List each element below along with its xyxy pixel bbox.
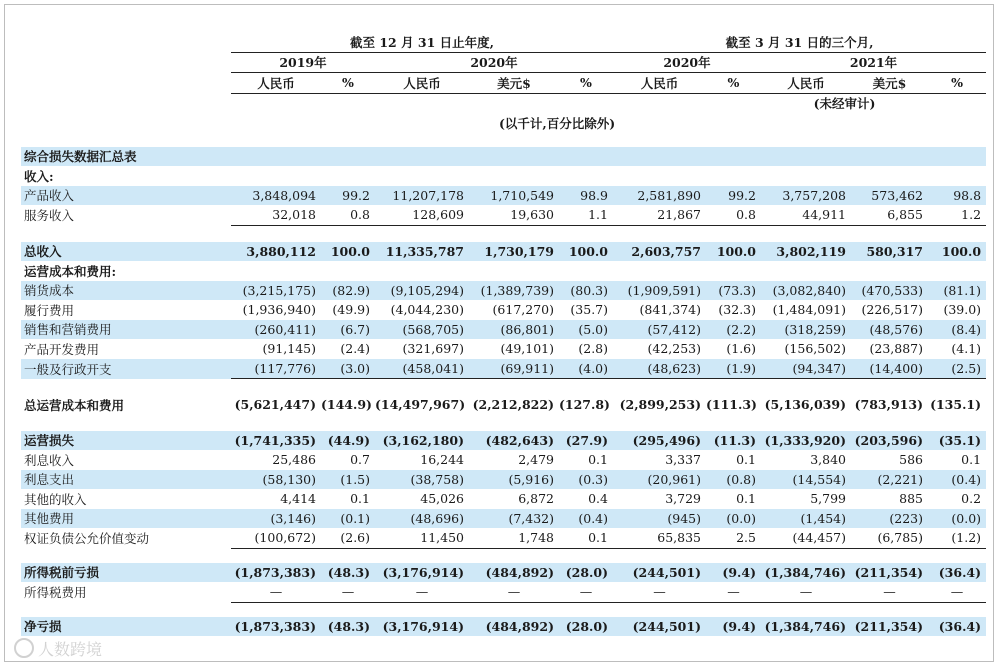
cell-value: (0.4) xyxy=(928,470,986,490)
cell-value: (8.4) xyxy=(928,320,986,340)
cell-value: — xyxy=(469,582,559,602)
table-row xyxy=(21,281,986,301)
row-label: 净亏损 xyxy=(21,617,231,637)
cell-value: 100.0 xyxy=(321,242,375,262)
cell-value: (2.5) xyxy=(928,359,986,379)
cell-value: (3,146) xyxy=(231,509,321,529)
cell-value: 0.4 xyxy=(588,491,608,507)
cell-value: (9,105,294) xyxy=(375,281,469,301)
revenue-heading: 收入: xyxy=(24,168,54,184)
cell-value: (1,389,739) xyxy=(469,281,559,301)
table-row xyxy=(21,617,986,637)
table-row xyxy=(21,582,986,602)
cell-value: (841,374) xyxy=(639,302,701,318)
cell-value: (1.6) xyxy=(726,341,756,357)
cell-value: (9.4) xyxy=(706,563,761,583)
cell-value: (69,911) xyxy=(469,359,559,379)
unaudited-note: (未经审计) xyxy=(813,96,876,112)
cell-value: (80.3) xyxy=(559,281,613,301)
cell-value: 16,244 xyxy=(420,452,464,468)
summary-title: 综合损失数据汇总表 xyxy=(21,147,986,167)
cell-value: 0.8 xyxy=(321,205,375,225)
cell-value: (100,672) xyxy=(231,528,321,548)
cell-value: (3,162,180) xyxy=(375,431,469,451)
cell-value: (28.0) xyxy=(559,563,613,583)
cell-value: (48,623) xyxy=(613,359,706,379)
table-row xyxy=(21,320,986,340)
cell-value: (1,333,920) xyxy=(761,431,851,451)
cell-value: (35.7) xyxy=(570,302,608,318)
cell-value: (49.9) xyxy=(332,302,370,318)
cell-value: 6,872 xyxy=(518,491,554,507)
cell-value: (14,554) xyxy=(761,470,851,490)
cell-value: 0.1 xyxy=(961,452,982,468)
cell-value: (20,961) xyxy=(613,470,706,490)
cell-value: (1,909,591) xyxy=(613,281,706,301)
cell-value: (3,176,914) xyxy=(375,617,469,637)
row-label: 利息收入 xyxy=(24,452,75,468)
cell-value: (2.8) xyxy=(578,341,608,357)
cell-value: (1,936,940) xyxy=(242,302,316,318)
cell-value: 100.0 xyxy=(928,242,986,262)
cell-value: 2,581,890 xyxy=(613,186,706,206)
cell-value: (482,643) xyxy=(469,431,559,451)
row-label: 运营损失 xyxy=(21,431,231,451)
cell-value: 0.8 xyxy=(706,205,761,225)
cell-value: 3,840 xyxy=(810,452,846,468)
cell-value: 0.2 xyxy=(961,491,982,507)
cell-value: 2,603,757 xyxy=(613,242,706,262)
row-label: 销货成本 xyxy=(21,281,231,301)
cell-value: 885 xyxy=(899,491,923,507)
cell-value: 3,729 xyxy=(665,491,701,507)
cell-value: (3,082,840) xyxy=(761,281,851,301)
cell-value: — xyxy=(761,582,851,602)
cell-value: — xyxy=(559,582,613,602)
cell-value: (0.0) xyxy=(706,509,761,529)
cell-value: 573,462 xyxy=(851,186,928,206)
col-pct: % xyxy=(321,73,375,94)
cell-value: 1.2 xyxy=(928,205,986,225)
unit-note: (以千计,百分比除外) xyxy=(499,115,616,131)
cell-value: — xyxy=(706,582,761,602)
cell-value: (28.0) xyxy=(559,617,613,637)
cell-value: (5,621,447) xyxy=(234,397,316,413)
col-pct: % xyxy=(706,73,761,94)
cell-value: 21,867 xyxy=(613,205,706,225)
year-2021-q: 2021年 xyxy=(761,52,986,73)
cell-value: (3,215,175) xyxy=(231,281,321,301)
cell-value: 11,335,787 xyxy=(375,242,469,262)
table-row xyxy=(21,470,986,490)
cell-value: (11.3) xyxy=(706,431,761,451)
cell-value: (58,130) xyxy=(231,470,321,490)
cell-value: (57,412) xyxy=(613,320,706,340)
row-label: 总收入 xyxy=(21,242,231,262)
cell-value: 3,757,208 xyxy=(761,186,851,206)
cell-value: 0.1 xyxy=(350,491,370,507)
cell-value: 0.1 xyxy=(736,452,756,468)
cell-value: (39.0) xyxy=(943,302,982,318)
cell-value: (3.0) xyxy=(321,359,375,379)
cell-value: 32,018 xyxy=(231,205,321,225)
cell-value: 0.1 xyxy=(588,452,608,468)
table-row xyxy=(21,450,986,470)
cell-value: (127.8) xyxy=(559,397,610,413)
cell-value: (4,044,230) xyxy=(390,302,464,318)
cell-value: (1,741,335) xyxy=(231,431,321,451)
cell-value: 3,337 xyxy=(665,452,701,468)
cell-value: 45,026 xyxy=(420,491,464,507)
table-row xyxy=(21,431,986,451)
cell-value: (44,457) xyxy=(761,528,851,548)
cell-value: (617,270) xyxy=(492,302,554,318)
cell-value: 11,450 xyxy=(375,528,469,548)
col-rmb: 人民币 xyxy=(613,73,706,94)
cell-value: (2,221) xyxy=(851,470,928,490)
cell-value: 98.9 xyxy=(559,186,613,206)
cell-value: (484,892) xyxy=(469,563,559,583)
cell-value: (27.9) xyxy=(559,431,613,451)
table-row xyxy=(21,300,986,320)
row-label: 产品开发费用 xyxy=(24,341,100,357)
cell-value: 99.2 xyxy=(321,186,375,206)
cell-value: 99.2 xyxy=(706,186,761,206)
cell-value: (484,892) xyxy=(469,617,559,637)
cell-value: (14,400) xyxy=(851,359,928,379)
cell-value: (4.0) xyxy=(559,359,613,379)
cell-value: (144.9) xyxy=(321,397,372,413)
cell-value: (48.3) xyxy=(321,563,375,583)
cell-value: (203,596) xyxy=(851,431,928,451)
cell-value: 44,911 xyxy=(761,205,851,225)
cell-value: (211,354) xyxy=(851,617,928,637)
cell-value: (6,785) xyxy=(851,528,928,548)
col-rmb: 人民币 xyxy=(231,73,321,94)
cell-value: (36.4) xyxy=(928,617,986,637)
row-label: 所得税费用 xyxy=(24,585,87,600)
quarter-heading: 截至 3 月 31 日的三个月, xyxy=(613,32,986,52)
cell-value: (783,913) xyxy=(854,397,923,413)
row-label: 销售和营销费用 xyxy=(21,320,231,340)
cell-value: (1,873,383) xyxy=(231,617,321,637)
cell-value: (1.2) xyxy=(928,528,986,548)
year-2020: 2020年 xyxy=(375,52,613,73)
cell-value: (38,758) xyxy=(375,470,469,490)
cell-value: (0.4) xyxy=(559,509,613,529)
cell-value: (35.1) xyxy=(928,431,986,451)
cell-value: 5,799 xyxy=(810,491,846,507)
cell-value: (0.3) xyxy=(559,470,613,490)
cell-value: 3,802,119 xyxy=(761,242,851,262)
cell-value: (0.8) xyxy=(706,470,761,490)
cell-value: 1,730,179 xyxy=(469,242,559,262)
row-label: 权证负债公允价值变动 xyxy=(24,531,150,546)
cell-value: (23,887) xyxy=(869,341,923,357)
cell-value: 1,748 xyxy=(469,528,559,548)
cell-value: (260,411) xyxy=(231,320,321,340)
table-row xyxy=(21,563,986,583)
cell-value: (226,517) xyxy=(861,302,923,318)
cell-value: (4.1) xyxy=(951,341,982,357)
cell-value: 580,317 xyxy=(851,242,928,262)
cell-value: (5,136,039) xyxy=(764,397,846,413)
cell-value: — xyxy=(231,582,321,602)
cell-value: 100.0 xyxy=(706,242,761,262)
cell-value: (42,253) xyxy=(647,341,701,357)
col-rmb: 人民币 xyxy=(375,73,469,94)
cell-value: (48,576) xyxy=(851,320,928,340)
financial-summary-table xyxy=(21,32,986,636)
row-label: 服务收入 xyxy=(24,208,75,223)
cell-value: 98.8 xyxy=(928,186,986,206)
row-label: 履行费用 xyxy=(24,302,75,318)
cell-value: (73.3) xyxy=(706,281,761,301)
cell-value: (223) xyxy=(851,509,928,529)
cell-value: — xyxy=(375,582,469,602)
cell-value: (48.3) xyxy=(321,617,375,637)
watermark-logo-icon xyxy=(14,638,34,658)
fiscal-year-heading: 截至 12 月 31 日止年度, xyxy=(231,32,613,52)
cell-value: (91,145) xyxy=(262,341,316,357)
cell-value: (1,384,746) xyxy=(761,563,851,583)
cell-value: — xyxy=(851,582,928,602)
row-label: 一般及行政开支 xyxy=(21,359,231,379)
cell-value: (14,497,967) xyxy=(375,397,466,413)
cell-value: 65,835 xyxy=(613,528,706,548)
year-2020-q: 2020年 xyxy=(613,52,761,73)
row-label: 所得税前亏损 xyxy=(21,563,231,583)
cell-value: (0.1) xyxy=(321,509,375,529)
cell-value: (1.9) xyxy=(706,359,761,379)
cell-value: 0.1 xyxy=(736,491,756,507)
cell-value: (318,259) xyxy=(761,320,851,340)
cell-value: 0.1 xyxy=(559,528,613,548)
cell-value: 4,414 xyxy=(280,491,316,507)
cell-value: (94,347) xyxy=(761,359,851,379)
cell-value: (7,432) xyxy=(469,509,559,529)
row-label: 其他费用 xyxy=(21,509,231,529)
cell-value: (244,501) xyxy=(613,563,706,583)
cell-value: (2,899,253) xyxy=(619,397,701,413)
cell-value: 128,609 xyxy=(375,205,469,225)
cell-value: (156,502) xyxy=(784,341,846,357)
cell-value: 11,207,178 xyxy=(375,186,469,206)
cell-value: (86,801) xyxy=(469,320,559,340)
table-row xyxy=(21,339,986,359)
cell-value: (1,873,383) xyxy=(231,563,321,583)
cell-value: 2,479 xyxy=(518,452,554,468)
opex-heading: 运营成本和费用: xyxy=(24,263,117,279)
cell-value: 100.0 xyxy=(559,242,613,262)
table-row xyxy=(21,528,986,548)
cell-value: (9.4) xyxy=(706,617,761,637)
cell-value: 1,710,549 xyxy=(469,186,559,206)
cell-value: (48,696) xyxy=(375,509,469,529)
row-label: 产品收入 xyxy=(21,186,231,206)
cell-value: (5,916) xyxy=(469,470,559,490)
cell-value: (0.0) xyxy=(928,509,986,529)
col-usd: 美元$ xyxy=(851,73,928,94)
col-rmb: 人民币 xyxy=(761,73,851,94)
col-pct: % xyxy=(928,73,986,94)
cell-value: (321,697) xyxy=(402,341,464,357)
cell-value: (945) xyxy=(613,509,706,529)
year-2019: 2019年 xyxy=(231,52,375,73)
cell-value: 586 xyxy=(899,452,923,468)
watermark: 人数跨境 xyxy=(14,637,102,660)
cell-value: (2.2) xyxy=(706,320,761,340)
cell-value: — xyxy=(928,582,986,602)
col-usd: 美元$ xyxy=(469,73,559,94)
row-label: 其他的收入 xyxy=(24,491,87,507)
cell-value: (458,041) xyxy=(375,359,469,379)
cell-value: (111.3) xyxy=(706,397,757,413)
cell-value: 1.1 xyxy=(559,205,613,225)
cell-value: (135.1) xyxy=(930,397,982,413)
cell-value: 3,880,112 xyxy=(231,242,321,262)
cell-value: — xyxy=(613,582,706,602)
row-label: 总运营成本和费用 xyxy=(24,397,125,413)
cell-value: (2.6) xyxy=(321,528,375,548)
cell-value: (3,176,914) xyxy=(375,563,469,583)
cell-value: (32.3) xyxy=(718,302,756,318)
table-row xyxy=(21,242,986,262)
row-label: 利息支出 xyxy=(21,470,231,490)
cell-value: (44.9) xyxy=(321,431,375,451)
cell-value: 25,486 xyxy=(272,452,316,468)
cell-value: (568,705) xyxy=(375,320,469,340)
cell-value: 19,630 xyxy=(469,205,559,225)
cell-value: (2,212,822) xyxy=(472,397,554,413)
cell-value: (295,496) xyxy=(613,431,706,451)
cell-value: 2.5 xyxy=(706,528,761,548)
table-row xyxy=(21,509,986,529)
cell-value: (36.4) xyxy=(928,563,986,583)
cell-value: (82.9) xyxy=(321,281,375,301)
cell-value: (1.5) xyxy=(321,470,375,490)
cell-value: (6.7) xyxy=(321,320,375,340)
cell-value: 0.7 xyxy=(350,452,370,468)
col-pct: % xyxy=(559,73,613,94)
cell-value: (117,776) xyxy=(231,359,321,379)
cell-value: (1,484,091) xyxy=(772,302,846,318)
cell-value: (211,354) xyxy=(851,563,928,583)
cell-value: 6,855 xyxy=(851,205,928,225)
cell-value: (5.0) xyxy=(559,320,613,340)
table-row xyxy=(21,186,986,206)
cell-value: (244,501) xyxy=(613,617,706,637)
cell-value: (2.4) xyxy=(340,341,370,357)
table-row xyxy=(21,205,986,225)
cell-value: 3,848,094 xyxy=(231,186,321,206)
table-row xyxy=(21,359,986,379)
cell-value: (470,533) xyxy=(851,281,928,301)
cell-value: — xyxy=(321,582,375,602)
cell-value: (49,101) xyxy=(500,341,554,357)
cell-value: (1,384,746) xyxy=(761,617,851,637)
table-row xyxy=(21,395,986,415)
cell-value: (81.1) xyxy=(928,281,986,301)
table-row xyxy=(21,489,986,509)
cell-value: (1,454) xyxy=(761,509,851,529)
